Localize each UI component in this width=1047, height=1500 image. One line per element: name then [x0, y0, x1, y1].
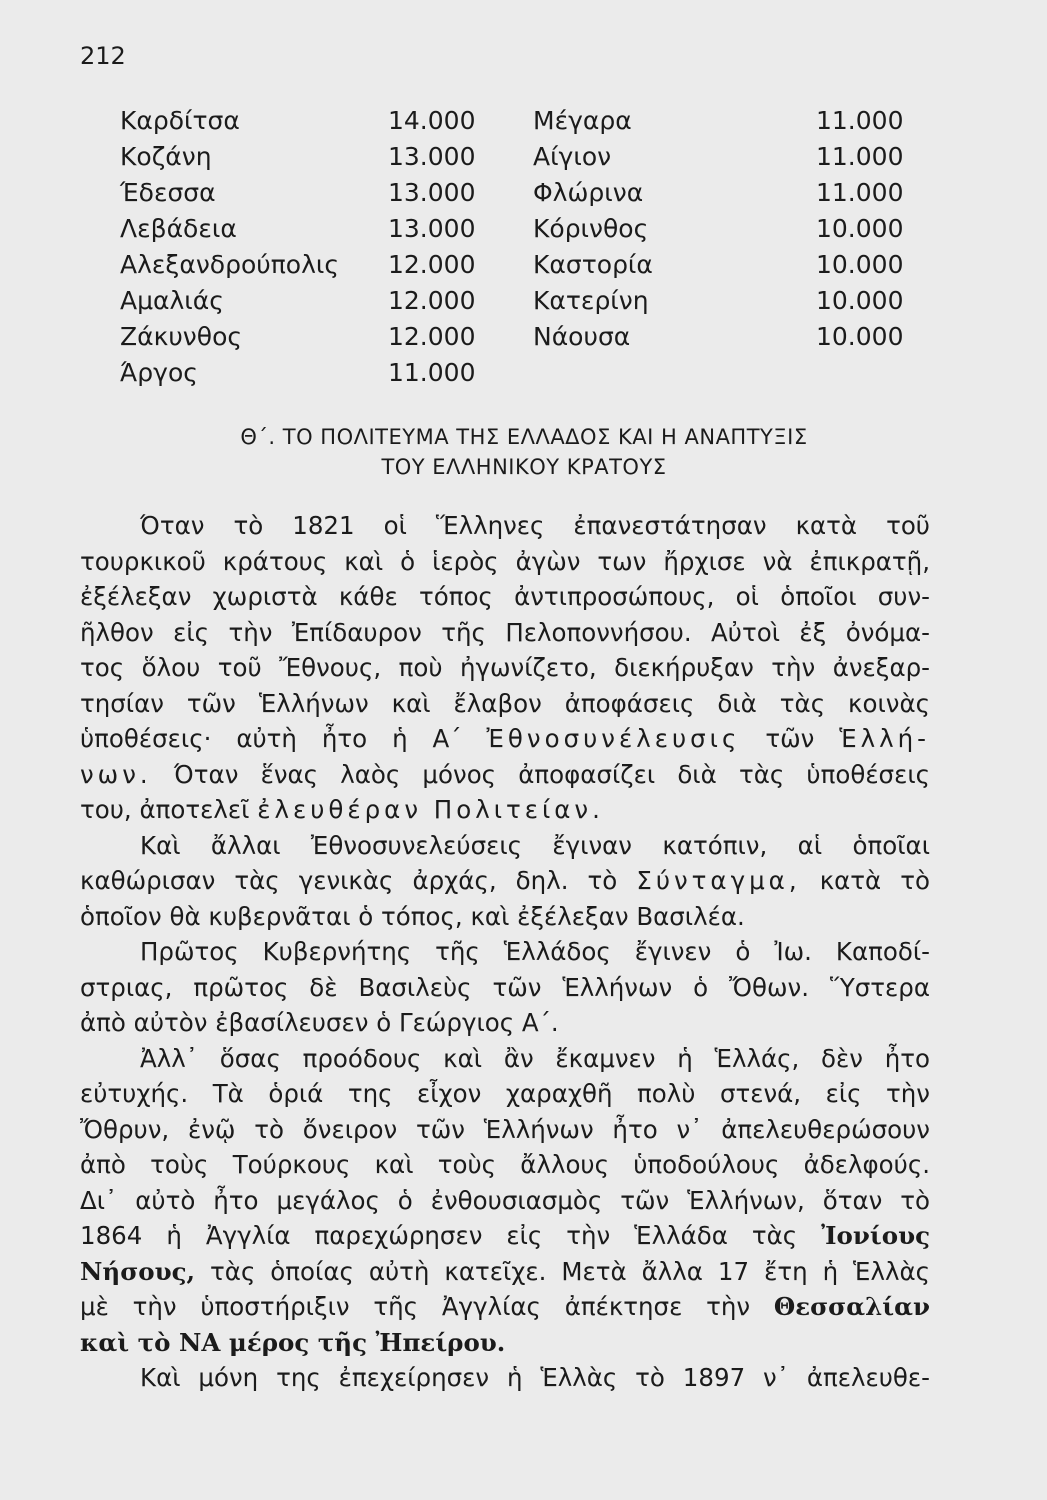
paragraph-line	[80, 1218, 930, 1254]
city-population: 11.000	[388, 358, 476, 387]
city-population: 10.000	[816, 250, 904, 279]
emphasized-term: ἐλευθέραν Πολιτείαν.	[257, 795, 604, 824]
paragraph-line	[80, 757, 930, 793]
text-run: ὑποθέσεις· αὐτὴ ἦτο ἡ Α΄	[80, 724, 462, 753]
city-population: 11.000	[816, 142, 904, 171]
city-population: 13.000	[388, 214, 476, 243]
city-name: Κόρινθος	[533, 214, 649, 243]
paragraph-line: Όταν τὸ 1821 οἱ Ἕλληνες ἐπανεστάτησαν κατὰ τοῦ	[140, 511, 930, 540]
text-run: μὲ τὴν ὑποστήριξιν τῆς Ἀγγλίας ἀπέκτησε τὴν	[80, 1292, 751, 1321]
city-population: 11.000	[816, 106, 904, 135]
paragraph-line: Πρῶτος Κυβερνήτης τῆς Ἑλλάδος ἔγινεν ὁ Ἰω. Καποδί-	[140, 937, 930, 966]
text-run: Όταν ἕνας λαὸς μόνος ἀποφασίζει διὰ τὰς ὑποθέσεις	[173, 759, 930, 789]
city-name: Μέγαρα	[533, 106, 632, 135]
bold-term: Νήσους,	[80, 1256, 196, 1286]
city-population: 12.000	[388, 250, 476, 279]
section-heading-line: Θ΄. ΤΟ ΠΟΛΙΤΕΥΜΑ ΤΗΣ ΕΛΛΑΔΟΣ ΚΑΙ Η ΑΝΑΠΤΥΞΙΣ	[240, 425, 808, 449]
paragraph-line: Ὄθρυν, ἐνῷ τὸ ὄνειρον τῶν Ἑλλήνων ἦτο ν᾿ ἀπελευθερώσουν	[80, 1114, 930, 1144]
city-name: Αμαλιάς	[120, 286, 224, 315]
city-population: 12.000	[388, 286, 476, 315]
section-heading-line: ΤΟΥ ΕΛΛΗΝΙΚΟΥ ΚΡΑΤΟΥΣ	[381, 455, 667, 479]
paragraph-line	[80, 1289, 930, 1325]
paragraph-line: ἐξέλεξαν χωριστὰ κάθε τόπος ἀντιπροσώπους, οἱ ὁποῖοι συν-	[80, 582, 930, 611]
city-population: 10.000	[816, 322, 904, 351]
text-run: του, ἀποτελεῖ	[80, 795, 250, 824]
emphasized-term: νων.	[80, 759, 152, 789]
paragraph-line	[80, 863, 930, 899]
city-name: Νάουσα	[533, 322, 631, 351]
paragraph-line: εὐτυχής. Τὰ ὁριά της εἶχον χαραχθῆ πολὺ στενά, εἰς τὴν	[80, 1079, 930, 1108]
city-population: 10.000	[816, 286, 904, 315]
paragraph-line: Ἀλλ᾿ ὅσας προόδους καὶ ἂν ἔκαμνεν ἡ Ἑλλάς, δὲν ἦτο	[140, 1043, 930, 1073]
paragraph-line: τουρκικοῦ κράτους καὶ ὁ ἱερὸς ἀγὼν των ἤρχισε νὰ ἐπικρατῇ,	[80, 546, 930, 576]
city-name: Έδεσσα	[120, 178, 216, 207]
emphasized-term: Ἑλλή-	[839, 724, 931, 753]
paragraph-line: στριας, πρῶτος δὲ Βασιλεὺς τῶν Ἑλλήνων ὁ Ὄθων. Ὕστερα	[80, 972, 930, 1002]
city-name: Ζάκυνθος	[120, 322, 243, 351]
paragraph-line	[80, 1254, 930, 1290]
text-run: 1864 ἡ Ἀγγλία παρεχώρησεν εἰς τὴν Ἑλλάδα τὰς	[80, 1221, 798, 1250]
paragraph-line: ὁποῖον θὰ κυβερνᾶται ὁ τόπος, καὶ ἐξέλεξαν Βασιλέα.	[80, 901, 745, 931]
city-name: Καρδίτσα	[120, 106, 240, 135]
city-population: 12.000	[388, 322, 476, 351]
city-name: Κοζάνη	[120, 142, 212, 171]
paragraph-line: ῆλθον εἰς τὴν Ἐπίδαυρον τῆς Πελοποννήσου. Αὐτοὶ ἐξ ὀνόμα-	[80, 617, 930, 647]
paragraph-line: Καὶ ἄλλαι Ἐθνοσυνελεύσεις ἔγιναν κατόπιν, αἱ ὁποῖαι	[140, 830, 930, 860]
text-run: τὰς ὁποίας αὐτὴ κατεῖχε. Μετὰ ἄλλα 17 ἔτη ἡ Ἑλλὰς	[210, 1256, 931, 1286]
paragraph-line: καὶ τὸ ΝΑ μέρος τῆς Ἠπείρου.	[80, 1327, 506, 1357]
paragraph-line: τος ὅλου τοῦ Ἔθνους, ποὺ ἠγωνίζετο, διεκήρυξαν τὴν ἀνεξαρ-	[80, 653, 930, 682]
city-population: 10.000	[816, 214, 904, 243]
paragraph-line: ἀπὸ αὐτὸν ἐβασίλευσεν ὁ Γεώργιος Α΄.	[80, 1008, 559, 1037]
city-name: Καστορία	[533, 250, 653, 279]
city-population: 13.000	[388, 178, 476, 207]
paragraph-line	[80, 721, 930, 757]
city-name: Άργος	[120, 358, 198, 387]
paragraph-line: ἀπὸ τοὺς Τούρκους καὶ τοὺς ἄλλους ὑποδούλους ἀδελφούς.	[80, 1150, 930, 1179]
city-population: 14.000	[388, 106, 476, 135]
bold-term: Θεσσαλίαν	[773, 1292, 930, 1321]
city-name: Φλώρινα	[533, 178, 644, 207]
city-name: Λεβάδεια	[120, 214, 237, 243]
text-run: καθώρισαν τὰς γενικὰς ἀρχάς, δηλ. τὸ	[80, 866, 618, 895]
city-name: Αλεξανδρούπολις	[120, 250, 339, 279]
city-population: 11.000	[816, 178, 904, 207]
city-population: 13.000	[388, 142, 476, 171]
city-name: Κατερίνη	[533, 286, 649, 315]
paragraph-line: Δι᾿ αὐτὸ ἦτο μεγάλος ὁ ἐνθουσιασμὸς τῶν Ἑλλήνων, ὅταν τὸ	[80, 1185, 930, 1215]
emphasized-term: Σύνταγμα,	[636, 866, 801, 895]
paragraph-line	[80, 792, 930, 828]
text-run: κατὰ τὸ	[819, 866, 930, 895]
city-name: Αίγιον	[533, 142, 612, 171]
body-text	[80, 508, 930, 1396]
emphasized-term: Ἐθνοσυνέλευσις	[486, 724, 741, 753]
text-run: τῶν	[765, 724, 815, 753]
section-heading	[180, 422, 868, 482]
page-number: 212	[80, 42, 126, 70]
bold-term: Ἰονίους	[821, 1221, 930, 1250]
paragraph-line: Καὶ μόνη της ἐπεχείρησεν ἡ Ἑλλὰς τὸ 1897 ν᾿ ἀπελευθε-	[140, 1363, 930, 1392]
paragraph-line: τησίαν τῶν Ἑλλήνων καὶ ἔλαβον ἀποφάσεις διὰ τὰς κοινὰς	[80, 688, 930, 718]
